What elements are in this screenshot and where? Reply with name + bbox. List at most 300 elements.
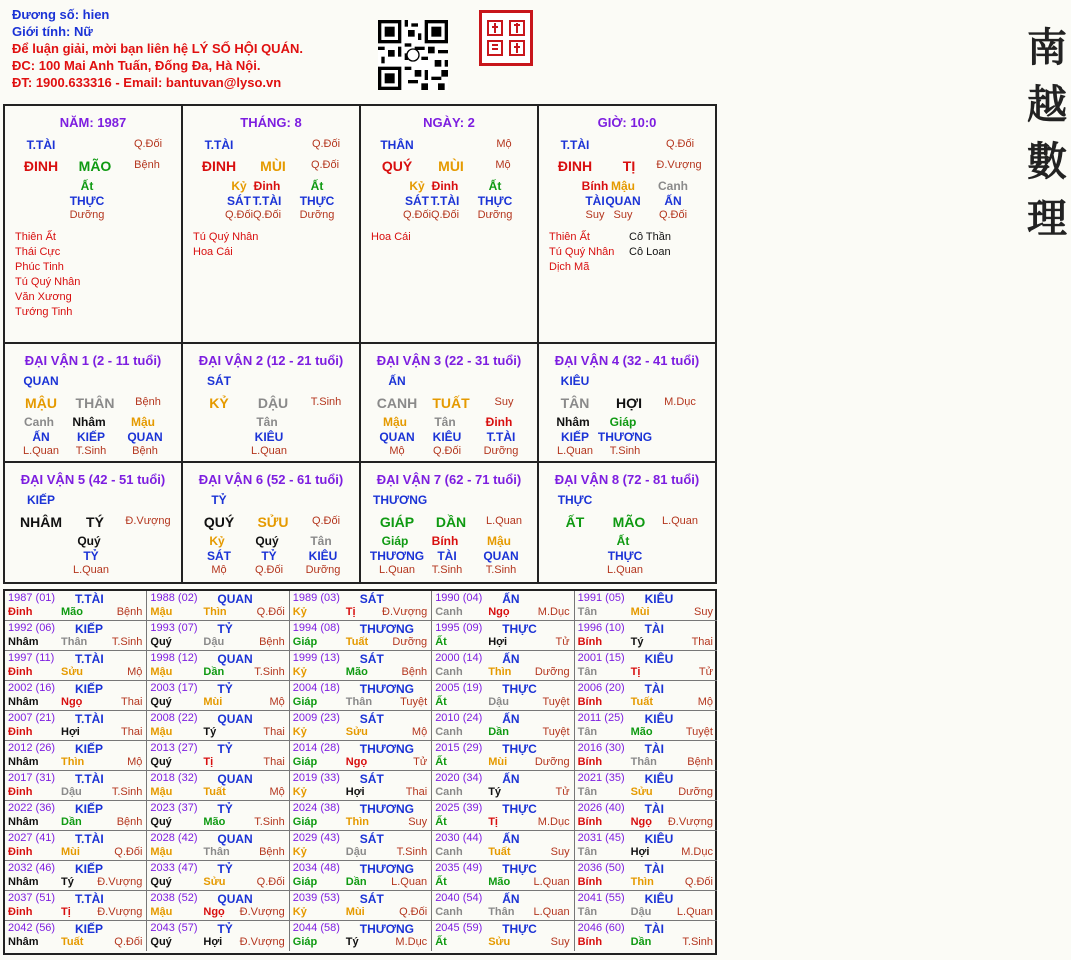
dai-van-stage: L.Quan bbox=[485, 515, 523, 527]
hidden-stem: Canh bbox=[658, 179, 688, 193]
dai-van-hidden-god: KIẾP bbox=[560, 430, 589, 444]
dai-van-label: T.Sinh bbox=[485, 564, 517, 576]
dai-van-cell bbox=[361, 344, 539, 463]
year-label: 1992 (06) bbox=[8, 622, 56, 634]
year-cell bbox=[575, 771, 717, 801]
year-stage: Suy bbox=[694, 606, 713, 618]
year-branch: Dậu bbox=[61, 786, 82, 798]
year-stage: Suy bbox=[550, 936, 570, 948]
year-branch: Dần bbox=[488, 726, 509, 738]
year-god: KIÊU bbox=[644, 892, 674, 906]
address-line: ĐC: 100 Mai Anh Tuấn, Đống Đa, Hà Nội. bbox=[12, 58, 261, 73]
dai-van-hidden: Nhâm bbox=[556, 415, 590, 429]
ten-god-hidden: T.TÀI bbox=[252, 194, 282, 208]
year-stem: Tân bbox=[577, 906, 598, 918]
year-cell bbox=[575, 801, 717, 831]
year-stage: Bệnh bbox=[401, 666, 428, 678]
year-branch: Mùi bbox=[630, 606, 650, 618]
year-branch: Ngọ bbox=[203, 906, 225, 918]
hidden-stem: Kỷ bbox=[409, 179, 425, 193]
dai-van-hidden: Quý bbox=[77, 534, 101, 548]
year-stage: Q.Đối bbox=[399, 906, 428, 918]
year-stage: Mộ bbox=[697, 696, 713, 708]
year-label: 2018 (32) bbox=[150, 772, 198, 784]
year-stem: Kỷ bbox=[292, 606, 307, 618]
star-name: Tú Quý Nhân bbox=[193, 231, 259, 243]
dai-van-hidden-god: THƯƠNG bbox=[369, 549, 425, 563]
ten-god-stem: T.TÀI bbox=[26, 138, 56, 152]
star-name: Hoa Cái bbox=[371, 231, 411, 243]
year-stage: Đ.Vượng bbox=[239, 936, 285, 948]
dai-van-branch: DẬU bbox=[257, 395, 289, 411]
year-cell bbox=[432, 681, 574, 711]
year-god: THỰC bbox=[502, 922, 537, 936]
year-stem: Nhâm bbox=[8, 876, 39, 888]
year-stage: Đ.Vượng bbox=[382, 606, 428, 618]
year-stage: Bệnh bbox=[116, 606, 143, 618]
life-stage: Q.Đối bbox=[430, 209, 460, 221]
year-label: 1997 (11) bbox=[8, 652, 55, 664]
year-cell bbox=[147, 741, 289, 771]
year-branch: Mão bbox=[203, 816, 226, 828]
year-god: KIẾP bbox=[75, 622, 104, 636]
relation-right: Đ.Vượng bbox=[656, 159, 702, 171]
heavenly-stem: ĐINH bbox=[201, 158, 237, 174]
year-stem: Canh bbox=[435, 846, 463, 858]
year-stem: Ất bbox=[435, 816, 447, 828]
year-stage: M.Dục bbox=[681, 846, 713, 858]
year-cell bbox=[575, 921, 717, 951]
year-label: 2035 (49) bbox=[435, 862, 483, 874]
year-stem: Canh bbox=[435, 606, 463, 618]
year-stem: Bính bbox=[577, 636, 603, 648]
year-stage: T.Sinh bbox=[254, 666, 285, 678]
star-name: Tú Quý Nhân bbox=[549, 246, 615, 258]
dai-van-stage: Đ.Vượng bbox=[125, 515, 171, 527]
dai-van-god: QUAN bbox=[23, 374, 59, 388]
year-stem: Giáp bbox=[292, 636, 318, 648]
year-label: 2044 (58) bbox=[292, 922, 340, 934]
year-stem: Đinh bbox=[8, 666, 33, 678]
year-label: 2001 (15) bbox=[577, 652, 625, 664]
year-stem: Nhâm bbox=[8, 936, 39, 948]
year-cell bbox=[290, 591, 432, 621]
year-stem: Tân bbox=[577, 666, 598, 678]
year-god: TỶ bbox=[217, 922, 233, 936]
year-stem: Giáp bbox=[292, 876, 318, 888]
year-cell bbox=[432, 741, 574, 771]
year-god: SÁT bbox=[359, 892, 384, 906]
year-label: 2000 (14) bbox=[435, 652, 483, 664]
ten-god-stem: T.TÀI bbox=[560, 138, 590, 152]
year-cell bbox=[290, 831, 432, 861]
dai-van-label: L.Quan bbox=[22, 445, 60, 457]
year-cell bbox=[290, 651, 432, 681]
pillar-title: THÁNG: 8 bbox=[240, 115, 302, 130]
dai-van-cell bbox=[183, 463, 361, 584]
year-god: ẤN bbox=[502, 652, 520, 666]
year-god: SÁT bbox=[359, 832, 384, 846]
star-name: Thái Cực bbox=[15, 246, 61, 258]
year-stage: Dưỡng bbox=[534, 666, 570, 678]
year-branch: Tuất bbox=[345, 636, 369, 648]
dai-van-cell bbox=[5, 463, 183, 584]
year-stage: Tử bbox=[555, 786, 570, 798]
year-stage: T.Sinh bbox=[682, 936, 713, 948]
year-god: KIẾP bbox=[75, 922, 104, 936]
year-stem: Kỷ bbox=[292, 726, 307, 738]
year-cell bbox=[290, 801, 432, 831]
star-name: Thiên Ất bbox=[549, 231, 590, 243]
year-stem: Canh bbox=[435, 726, 463, 738]
year-cell bbox=[5, 921, 147, 951]
year-cell bbox=[147, 921, 289, 951]
year-stem: Tân bbox=[577, 846, 598, 858]
year-god: KIẾP bbox=[75, 682, 104, 696]
year-stem: Kỷ bbox=[292, 906, 307, 918]
year-stage: Suy bbox=[408, 816, 428, 828]
logo-calligraphy: 南越數理 bbox=[1027, 24, 1071, 242]
year-cell bbox=[290, 921, 432, 951]
dai-van-hidden: Kỷ bbox=[209, 534, 225, 548]
year-cell bbox=[432, 711, 574, 741]
pillar-title: NĂM: 1987 bbox=[59, 115, 127, 130]
dai-van-hidden: Nhâm bbox=[72, 415, 106, 429]
year-label: 1994 (08) bbox=[292, 622, 340, 634]
year-stage: L.Quan bbox=[533, 906, 570, 918]
year-label: 2010 (24) bbox=[435, 712, 483, 724]
year-label: 2027 (41) bbox=[8, 832, 56, 844]
year-cell bbox=[575, 741, 717, 771]
dai-van-hidden-god: TỶ bbox=[83, 549, 99, 563]
year-label: 2033 (47) bbox=[150, 862, 198, 874]
year-stage: Tuyệt bbox=[400, 696, 428, 708]
year-god: SÁT bbox=[359, 592, 384, 606]
year-label: 2037 (51) bbox=[8, 892, 56, 904]
star-name: Cô Loan bbox=[629, 246, 671, 258]
chart-grid bbox=[3, 104, 717, 584]
year-label: 2017 (31) bbox=[8, 772, 56, 784]
dai-van-label: Dưỡng bbox=[483, 445, 519, 457]
phone-email-line: ĐT: 1900.633316 - Email: bantuvan@lyso.vn bbox=[12, 75, 282, 90]
dai-van-hidden: Mậu bbox=[487, 534, 511, 548]
year-stem: Nhâm bbox=[8, 756, 39, 768]
year-branch: Sửu bbox=[630, 786, 653, 798]
year-cell bbox=[5, 891, 147, 921]
year-branch: Dậu bbox=[488, 696, 509, 708]
dai-van-hidden: Đinh bbox=[485, 415, 513, 429]
year-cell bbox=[432, 771, 574, 801]
year-stem: Ất bbox=[435, 696, 447, 708]
year-branch: Thân bbox=[61, 636, 88, 648]
pillar-cell bbox=[539, 106, 715, 344]
year-god: QUAN bbox=[217, 712, 253, 726]
dai-van-god: KIẾP bbox=[26, 493, 55, 507]
year-god: QUAN bbox=[217, 832, 253, 846]
dai-van-hidden-god: QUAN bbox=[379, 430, 415, 444]
year-stage: T.Sinh bbox=[396, 846, 428, 858]
year-stage: Dưỡng bbox=[392, 636, 428, 648]
year-label: 2002 (16) bbox=[8, 682, 56, 694]
life-stage: Dưỡng bbox=[69, 209, 105, 221]
year-branch: Ngọ bbox=[630, 816, 652, 828]
year-god: KIÊU bbox=[644, 832, 674, 846]
year-god: TÀI bbox=[644, 922, 664, 936]
year-stem: Nhâm bbox=[8, 696, 39, 708]
dai-van-hidden: Ất bbox=[616, 534, 630, 548]
year-god: QUAN bbox=[217, 652, 253, 666]
dai-van-title: ĐẠI VẬN 4 (32 - 41 tuổi) bbox=[554, 353, 700, 368]
dai-van-branch: TÝ bbox=[86, 514, 104, 530]
year-god: KIẾP bbox=[75, 862, 104, 876]
contact-line-1: Để luận giải, mời bạn liên hệ LÝ SỐ HỘI QUÁN. bbox=[12, 41, 303, 56]
year-god: THƯƠNG bbox=[359, 862, 414, 876]
year-cell bbox=[290, 621, 432, 651]
year-label: 2034 (48) bbox=[292, 862, 340, 874]
year-stem: Bính bbox=[577, 696, 603, 708]
year-stem: Ất bbox=[435, 756, 447, 768]
year-god: ẤN bbox=[502, 772, 520, 786]
year-branch: Mùi bbox=[488, 756, 508, 768]
year-branch: Tị bbox=[61, 906, 71, 918]
dai-van-god: SÁT bbox=[207, 374, 231, 388]
year-branch: Thìn bbox=[630, 876, 654, 888]
year-cell bbox=[5, 801, 147, 831]
year-stem: Quý bbox=[150, 696, 172, 708]
dai-van-stage: T.Sinh bbox=[310, 396, 342, 408]
year-god: ẤN bbox=[502, 892, 520, 906]
year-god: T.TÀI bbox=[75, 652, 104, 666]
year-branch: Sửu bbox=[345, 726, 368, 738]
year-cell bbox=[432, 831, 574, 861]
year-stem: Bính bbox=[577, 876, 603, 888]
dai-van-cell bbox=[539, 463, 715, 584]
star-name: Tướng Tinh bbox=[15, 306, 73, 318]
heavenly-stem: ĐINH bbox=[23, 158, 59, 174]
year-god: THỰC bbox=[502, 802, 537, 816]
year-label: 1991 (05) bbox=[577, 592, 625, 604]
year-branch: Tý bbox=[203, 726, 217, 738]
year-label: 2039 (53) bbox=[292, 892, 340, 904]
ten-god-hidden: SÁT bbox=[227, 194, 251, 208]
dai-van-hidden: Quý bbox=[255, 534, 279, 548]
year-label: 2026 (40) bbox=[577, 802, 625, 814]
year-label: 2007 (21) bbox=[8, 712, 56, 724]
dai-van-stem: TÂN bbox=[560, 395, 590, 411]
dai-van-title: ĐẠI VẬN 1 (2 - 11 tuổi) bbox=[24, 353, 162, 368]
ten-god-hidden: THỰC bbox=[299, 194, 335, 208]
year-god: ẤN bbox=[502, 832, 520, 846]
year-god: THỰC bbox=[502, 622, 537, 636]
relation-top: Mộ bbox=[496, 138, 512, 150]
heavenly-stem: ĐINH bbox=[557, 158, 593, 174]
dai-van-god: THỰC bbox=[557, 493, 593, 507]
year-cell bbox=[5, 741, 147, 771]
year-cell bbox=[290, 861, 432, 891]
year-cell bbox=[147, 591, 289, 621]
dai-van-cell bbox=[539, 344, 715, 463]
year-cell bbox=[290, 771, 432, 801]
year-stem: Giáp bbox=[292, 756, 318, 768]
dai-van-hidden-god: SÁT bbox=[207, 549, 231, 563]
year-branch: Mão bbox=[488, 876, 511, 888]
year-god: TỶ bbox=[217, 862, 233, 876]
year-branch: Tị bbox=[345, 606, 356, 618]
dai-van-stage: Q.Đối bbox=[311, 515, 341, 527]
year-branch: Thìn bbox=[203, 606, 227, 618]
dai-van-hidden-god: QUAN bbox=[483, 549, 519, 563]
year-stem: Canh bbox=[435, 786, 463, 798]
year-label: 2024 (38) bbox=[292, 802, 340, 814]
star-name: Văn Xương bbox=[15, 291, 72, 303]
year-stage: Q.Đối bbox=[256, 876, 285, 888]
dai-van-hidden: Giáp bbox=[609, 415, 637, 429]
year-cell bbox=[5, 711, 147, 741]
year-label: 1987 (01) bbox=[8, 592, 56, 604]
life-stage: Q.Đối bbox=[402, 209, 432, 221]
year-branch: Mùi bbox=[61, 846, 80, 858]
dai-van-hidden-god: THỰC bbox=[607, 549, 643, 563]
year-stage: Thai bbox=[120, 696, 143, 708]
year-label: 1988 (02) bbox=[150, 592, 198, 604]
ten-god-stem: T.TÀI bbox=[204, 138, 234, 152]
year-god: SÁT bbox=[359, 652, 384, 666]
dai-van-branch: MÃO bbox=[612, 514, 646, 530]
year-stage: Thai bbox=[405, 786, 428, 798]
gender: Giới tính: Nữ bbox=[12, 24, 93, 39]
year-cell bbox=[5, 681, 147, 711]
dai-van-hidden-god: T.TÀI bbox=[486, 430, 516, 444]
relation-top: Q.Đối bbox=[133, 138, 163, 150]
star-name: Tú Quý Nhân bbox=[15, 276, 81, 288]
year-label: 2012 (26) bbox=[8, 742, 56, 754]
star-name: Cô Thần bbox=[629, 231, 671, 243]
year-label: 1996 (10) bbox=[577, 622, 625, 634]
year-branch: Dậu bbox=[630, 906, 652, 918]
year-stage: Q.Đối bbox=[114, 936, 143, 948]
year-god: TÀI bbox=[644, 742, 664, 756]
hidden-stem: Ất bbox=[488, 179, 502, 193]
dai-van-hidden-god: TÀI bbox=[437, 549, 457, 563]
dai-van-hidden: Tân bbox=[434, 415, 456, 429]
dai-van-hidden: Tân bbox=[256, 415, 278, 429]
year-cell bbox=[432, 921, 574, 951]
year-cell bbox=[147, 711, 289, 741]
dai-van-title: ĐẠI VẬN 2 (12 - 21 tuổi) bbox=[198, 353, 344, 368]
dai-van-branch: THÂN bbox=[75, 395, 115, 411]
hidden-stem: Kỷ bbox=[231, 179, 247, 193]
dai-van-branch: HỢI bbox=[616, 395, 642, 411]
pillar-cell bbox=[5, 106, 183, 344]
dai-van-label: L.Quan bbox=[378, 564, 416, 576]
year-stage: Thai bbox=[263, 726, 285, 738]
year-branch: Thân bbox=[345, 696, 373, 708]
year-label: 1993 (07) bbox=[150, 622, 198, 634]
year-stem: Ất bbox=[435, 876, 447, 888]
dai-van-god: THƯƠNG bbox=[373, 493, 428, 507]
year-stem: Quý bbox=[150, 876, 172, 888]
year-label: 2030 (44) bbox=[435, 832, 483, 844]
header-info bbox=[12, 6, 303, 91]
year-god: KIÊU bbox=[644, 652, 674, 666]
dai-van-branch: DẦN bbox=[435, 514, 467, 530]
year-branch: Mùi bbox=[345, 906, 365, 918]
dai-van-title: ĐẠI VẬN 6 (52 - 61 tuổi) bbox=[198, 472, 344, 487]
dai-van-stem: GIÁP bbox=[379, 514, 415, 530]
year-branch: Mão bbox=[345, 666, 368, 678]
year-label: 2028 (42) bbox=[150, 832, 198, 844]
year-god: TỶ bbox=[217, 742, 233, 756]
year-stage: Dưỡng bbox=[534, 756, 570, 768]
ten-god-hidden: ẤN bbox=[664, 194, 682, 208]
dai-van-stem: QUÝ bbox=[203, 514, 235, 530]
year-stage: Bệnh bbox=[259, 636, 285, 648]
year-label: 2029 (43) bbox=[292, 832, 340, 844]
year-stem: Giáp bbox=[292, 696, 318, 708]
year-cell bbox=[290, 891, 432, 921]
dai-van-cell bbox=[183, 344, 361, 463]
year-stem: Kỷ bbox=[292, 846, 307, 858]
dai-van-label: Dưỡng bbox=[305, 564, 341, 576]
year-label: 1999 (13) bbox=[292, 652, 340, 664]
year-branch: Tuất bbox=[203, 786, 226, 798]
year-branch: Thìn bbox=[61, 756, 85, 768]
dai-van-cell bbox=[361, 463, 539, 584]
year-god: THỰC bbox=[502, 742, 537, 756]
dai-van-branch: SỬU bbox=[257, 514, 289, 530]
dai-van-label: Q.Đối bbox=[432, 445, 462, 457]
dai-van-title: ĐẠI VẬN 8 (72 - 81 tuổi) bbox=[554, 472, 700, 487]
year-stage: Tuyệt bbox=[542, 726, 570, 738]
year-stage: Mộ bbox=[269, 786, 285, 798]
dai-van-stem: MẬU bbox=[25, 395, 57, 411]
year-branch: Thìn bbox=[345, 816, 370, 828]
year-stage: Thai bbox=[120, 726, 143, 738]
year-label: 1989 (03) bbox=[292, 592, 340, 604]
year-stem: Tân bbox=[577, 606, 598, 618]
year-god: QUAN bbox=[217, 892, 253, 906]
year-stem: Quý bbox=[150, 816, 172, 828]
relation-right: Mộ bbox=[495, 159, 511, 171]
ten-god-hidden: QUAN bbox=[605, 194, 641, 208]
year-cell bbox=[147, 831, 289, 861]
year-stem: Đinh bbox=[8, 846, 33, 858]
year-label: 2022 (36) bbox=[8, 802, 56, 814]
relation-top: Q.Đối bbox=[665, 138, 695, 150]
year-stage: Mộ bbox=[411, 726, 428, 738]
star-name: Thiên Ất bbox=[15, 231, 56, 243]
dai-van-label: Mộ bbox=[211, 564, 227, 576]
ten-god-hidden: TÀI bbox=[585, 194, 605, 208]
year-stem: Đinh bbox=[8, 906, 33, 918]
year-stage: Tuyệt bbox=[542, 696, 570, 708]
year-label: 2019 (33) bbox=[292, 772, 340, 784]
year-god: SÁT bbox=[359, 712, 384, 726]
year-stage: Bệnh bbox=[116, 816, 143, 828]
year-label: 2005 (19) bbox=[435, 682, 483, 694]
qr-code-icon[interactable] bbox=[378, 20, 448, 90]
year-god: QUAN bbox=[217, 772, 253, 786]
year-stage: Tử bbox=[555, 636, 570, 648]
hidden-stem: Đinh bbox=[431, 179, 459, 193]
year-label: 2006 (20) bbox=[577, 682, 625, 694]
year-stem: Mậu bbox=[150, 906, 173, 918]
year-branch: Thìn bbox=[488, 666, 512, 678]
year-label: 2013 (27) bbox=[150, 742, 198, 754]
year-god: TỶ bbox=[217, 682, 233, 696]
year-god: KIẾP bbox=[75, 742, 104, 756]
year-branch: Sửu bbox=[61, 666, 84, 678]
